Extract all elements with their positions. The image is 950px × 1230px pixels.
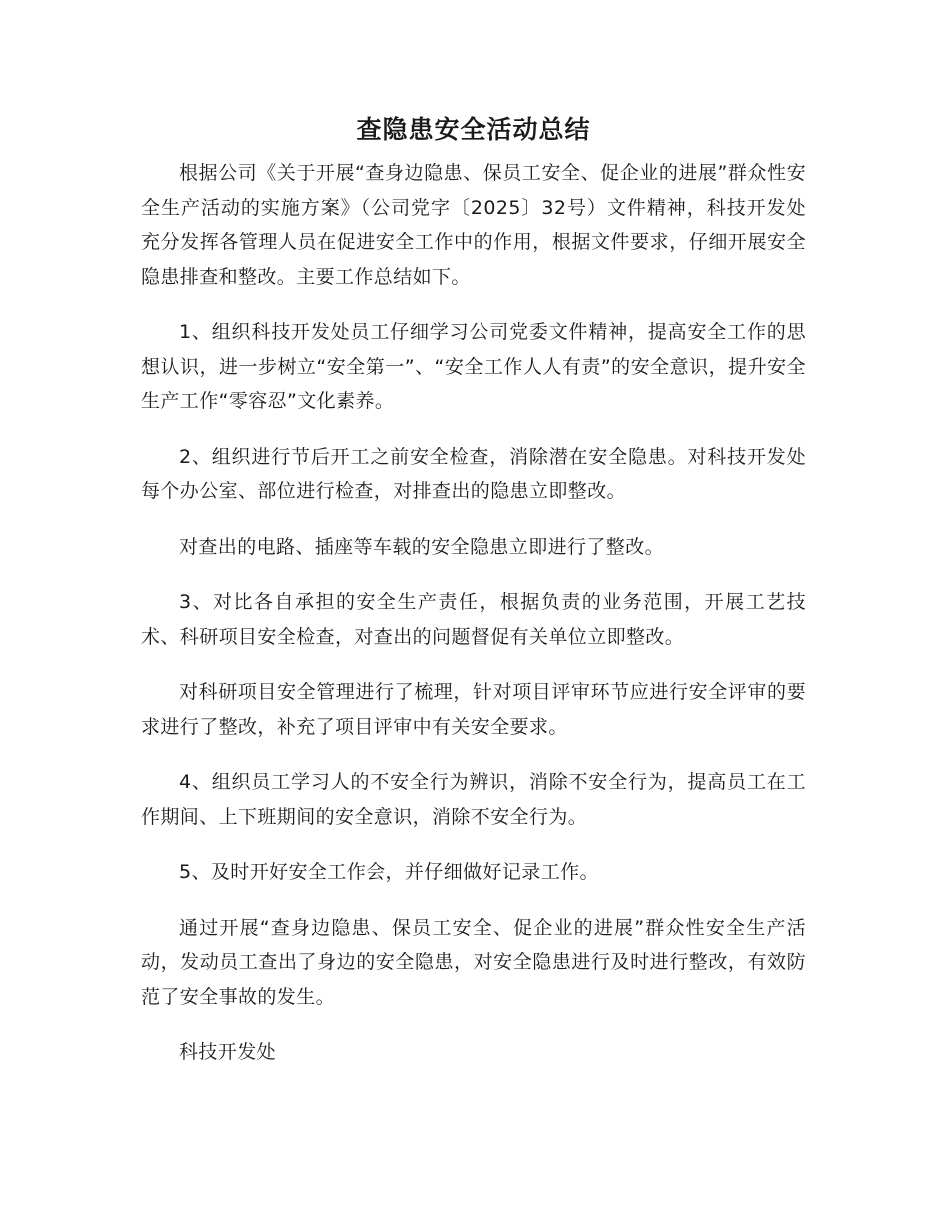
paragraph-item-1: 1、组织科技开发处员工仔细学习公司党委文件精神，提高安全工作的思想认识，进一步树立“安全第一”、“安全工作人人有责”的安全意识，提升安全生产工作“零容忍”文化素养。 bbox=[141, 321, 806, 412]
paragraph-conclusion: 通过开展“查身边隐患、保员工安全、促企业的进展”群众性安全生产活动，发动员工查出了身边的安全隐患，对安全隐患进行及时进行整改，有效防范了安全事故的发生。 bbox=[141, 916, 806, 1008]
paragraph-item-3: 3、对比各自承担的安全生产责任，根据负责的业务范围，开展工艺技术、科研项目安全检查，对查出的问题督促有关单位立即整改。 bbox=[141, 591, 806, 648]
signature: 科技开发处 bbox=[179, 1041, 277, 1063]
document-page bbox=[141, 110, 806, 1070]
paragraph-intro: 根据公司《关于开展“查身边隐患、保员工安全、促企业的进展”群众性安全生产活动的实施方案》（公司党字〔2025〕32号）文件精神，科技开发处充分发挥各管理人员在促进安全工作中的作用，根据文件要求，仔细开展安全隐患排查和整改。主要工作总结如下。 bbox=[141, 162, 806, 288]
paragraph-item-2: 2、组织进行节后开工之前安全检查，消除潜在安全隐患。对科技开发处每个办公室、部位进行检查，对排查出的隐患立即整改。 bbox=[141, 445, 806, 502]
document-title: 查隐患安全活动总结 bbox=[356, 115, 591, 144]
paragraph-item-2-detail: 对查出的电路、插座等车载的安全隐患立即进行了整改。 bbox=[179, 535, 665, 558]
paragraph-item-4: 4、组织员工学习人的不安全行为辨识，消除不安全行为，提高员工在工作期间、上下班期间的安全意识，消除不安全行为。 bbox=[141, 771, 806, 828]
paragraph-item-3-detail: 对科研项目安全管理进行了梳理，针对项目评审环节应进行安全评审的要求进行了整改，补充了项目评审中有关安全要求。 bbox=[141, 681, 806, 738]
paragraph-item-5: 5、及时开好安全工作会，并仔细做好记录工作。 bbox=[179, 861, 599, 883]
